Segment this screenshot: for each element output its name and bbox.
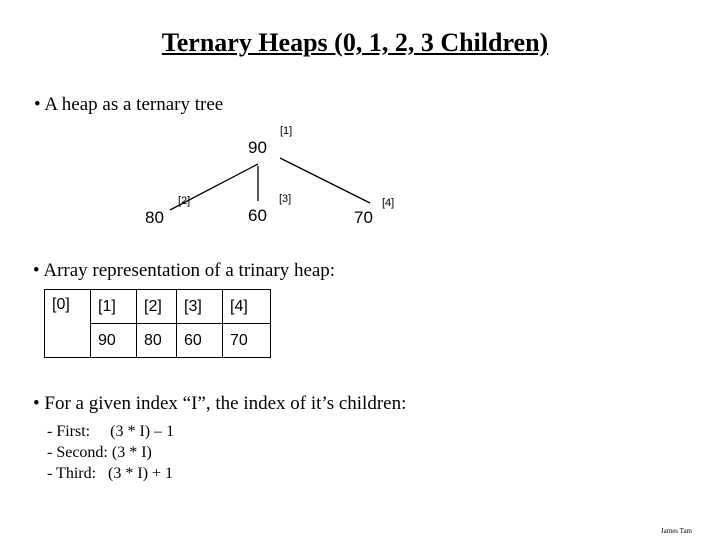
bullet-array-text: Array representation of a trinary heap:	[43, 260, 336, 281]
edge-root-to-right	[280, 158, 370, 203]
array-cell-index-3: [3]	[177, 290, 223, 324]
array-cell-value-4: 70	[223, 324, 271, 358]
node-right-value: 70	[354, 208, 373, 227]
array-cell-index-2: [2]	[137, 290, 177, 324]
bullet-heap-tree-text: A heap as a ternary tree	[44, 94, 224, 115]
array-cell-value-2: 80	[137, 324, 177, 358]
node-right-index: [4]	[382, 197, 395, 209]
array-cell-index-1: [1]	[91, 290, 137, 324]
bullet-heap-tree: • A heap as a ternary tree	[34, 94, 224, 115]
array-cell-value-1: 90	[91, 324, 137, 358]
author-credit: James Tam	[660, 527, 692, 535]
node-middle-value: 60	[248, 206, 267, 225]
array-index-row	[45, 290, 271, 324]
tree-edges	[170, 158, 370, 210]
rule-third-child: - Third: (3 * I) + 1	[47, 465, 174, 482]
node-root-value: 90	[248, 138, 267, 157]
heap-array-table	[44, 289, 271, 358]
bullet-children-index: • For a given index “I”, the index of it’s children:	[33, 393, 407, 414]
slide-title: Ternary Heaps (0, 1, 2, 3 Children)	[161, 28, 549, 57]
node-left-index: [2]	[178, 195, 191, 207]
bullet-children-text: For a given index “I”, the index of it’s children:	[44, 393, 407, 414]
node-left-value: 80	[145, 208, 164, 227]
array-cell-index-0: [0]	[45, 290, 91, 358]
node-middle-index: [3]	[279, 193, 292, 205]
rule-first-child: - First: (3 * I) – 1	[47, 423, 175, 440]
bullet-array-representation: • Array representation of a trinary heap:	[33, 260, 336, 281]
array-cell-index-4: [4]	[223, 290, 271, 324]
rule-second-child: - Second: (3 * I)	[47, 444, 152, 461]
array-cell-value-3: 60	[177, 324, 223, 358]
node-root-index: [1]	[280, 125, 293, 137]
